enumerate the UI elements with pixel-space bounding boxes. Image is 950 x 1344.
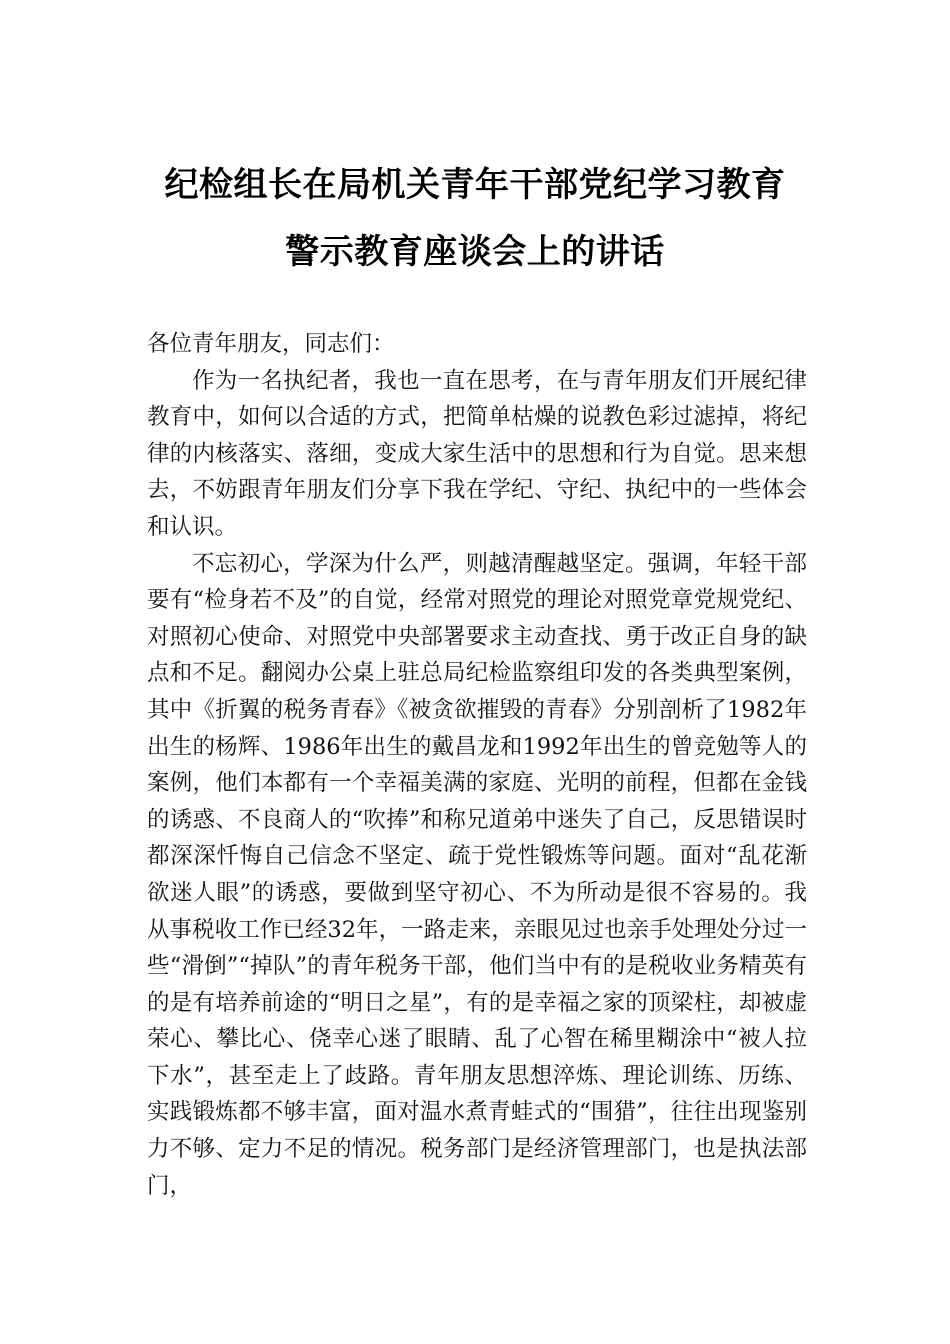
paragraph-2: 不忘初心，学深为什么严，则越清醒越坚定。强调，年轻干部要有“检身若不及”的自觉，经常对照党的理论对照党章党规党纪、对照初心使命、对照党中央部署要求主动查找、勇于改正自身的缺点和不足。翻阅办公桌上驻总局纪检监察组印发的各类典型案例，其中《折翼的税务青春》《被贪欲摧毁的青春》分别剖析了1982年出生的杨辉、1986年出生的戴昌龙和1992年出生的曾竞勉等人的案例，他们本都有一个幸福美满的家庭、光明的前程，但都在金钱的诱惑、不良商人的“吹捧”和称兄道弟中迷失了自己，反思错误时都深深忏悔自己信念不坚定、疏于党性锻炼等问题。面对“乱花渐欲迷人眼”的诱惑，要做到坚守初心、不为所动是很不容易的。我从事税收工作已经32年，一路走来，亲眼见过也亲手处理处分过一些“滑倒”“掉队”的青年税务干部，他们当中有的是税收业务精英有的是有培养前途的“明日之星”，有的是幸福之家的顶梁柱，却被虚荣心、攀比心、侥幸心迷了眼睛、乱了心智在稀里糊涂中“被人拉下水”，甚至走上了歧路。青年朋友思想淬炼、理论训练、历练、实践锻炼都不够丰富，面对温水煮青蛙式的“围猎”，往往出现鉴别力不够、定力不足的情况。税务部门是经济管理部门，也是执法部门， — [147, 550, 807, 1199]
document-body — [147, 326, 807, 1204]
paragraph-1: 作为一名执纪者，我也一直在思考，在与青年朋友们开展纪律教育中，如何以合适的方式，把简单枯燥的说教色彩过滤掉，将纪律的内核落实、落细，变成大家生活中的思想和行为自觉。思来想去，不妨跟青年朋友们分享下我在学纪、守纪、执纪中的一些体会和认识。 — [147, 367, 807, 540]
salutation: 各位青年朋友，同志们： — [147, 331, 395, 357]
document-title-line-1: 纪检组长在局机关青年干部党纪学习教育 — [164, 165, 786, 205]
document-title-line-2: 警示教育座谈会上的讲话 — [285, 232, 665, 272]
